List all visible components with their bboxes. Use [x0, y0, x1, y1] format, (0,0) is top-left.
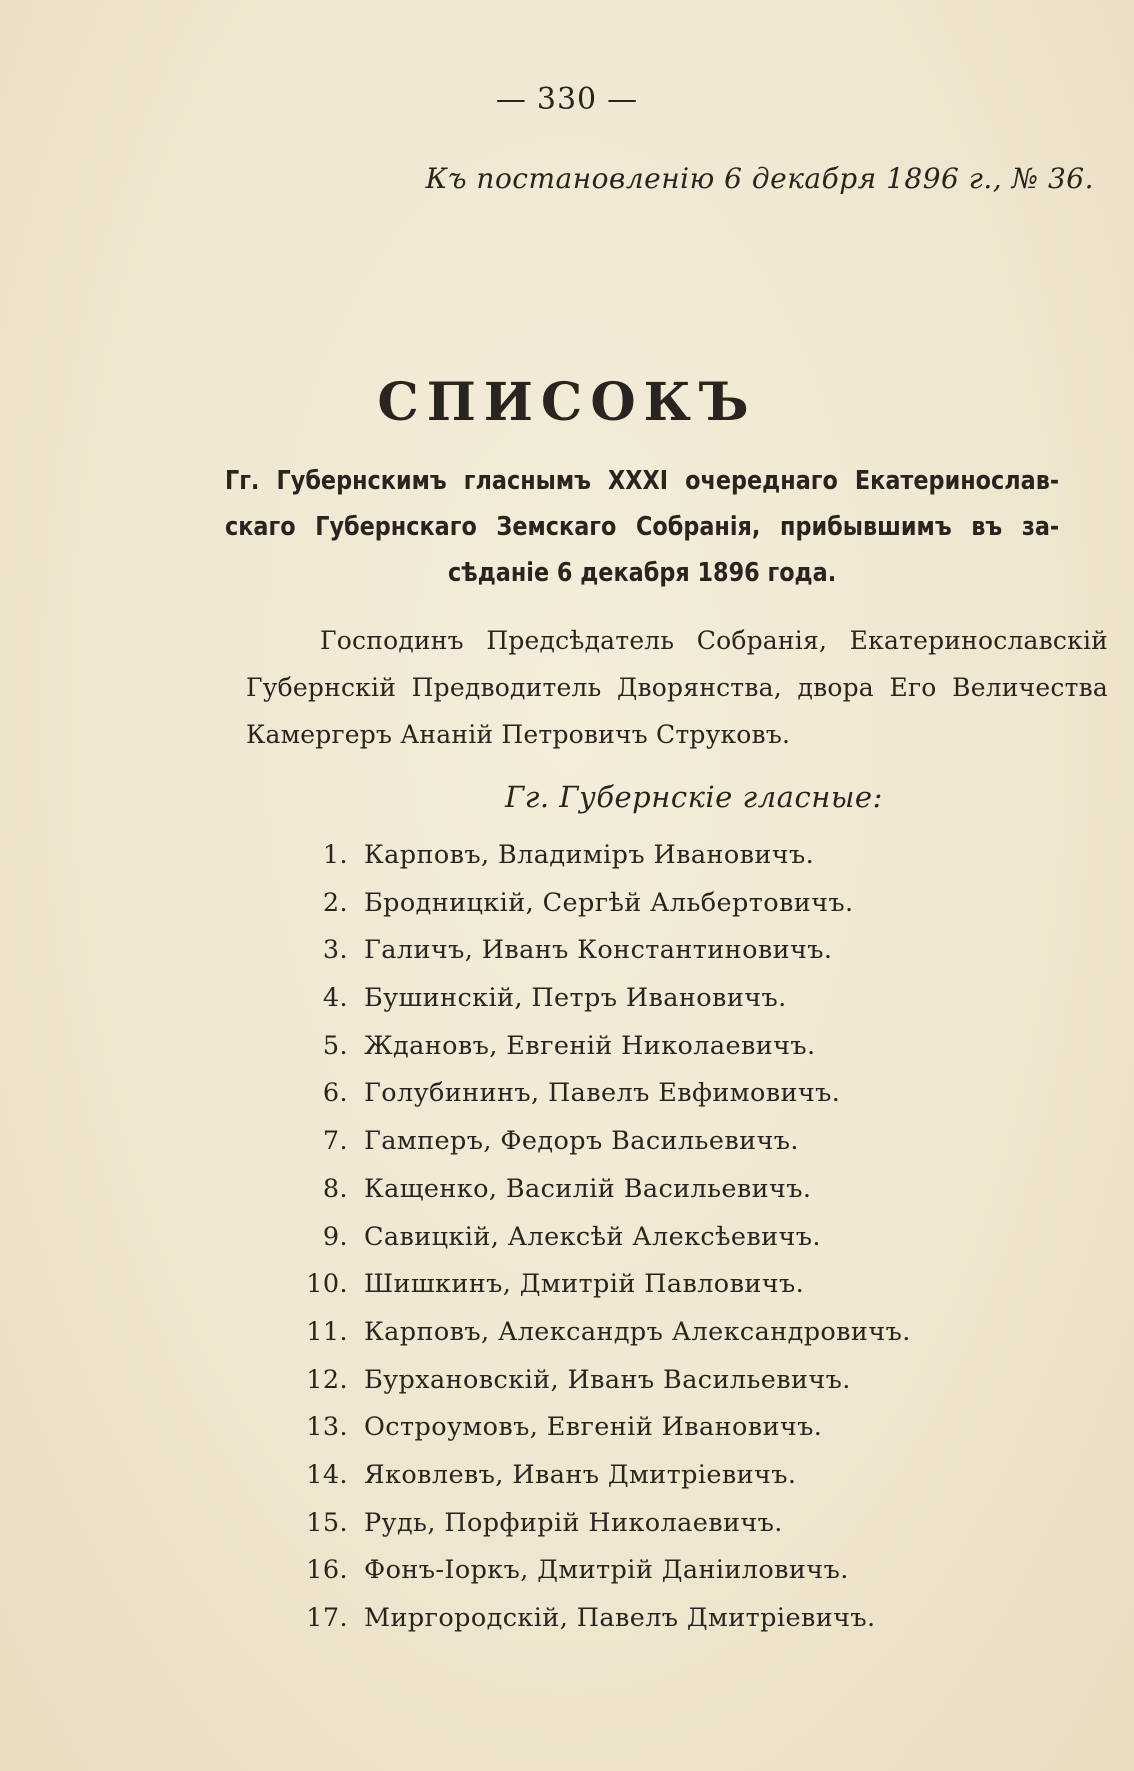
member-number: 14. [306, 1459, 348, 1490]
member-row [290, 1317, 1090, 1365]
members-list [290, 840, 1090, 1651]
member-name: Карповъ, Владиміръ Ивановичъ. [364, 840, 815, 870]
member-number: 2. [322, 887, 348, 918]
chairman-text: Господинъ Предсѣдатель Собранія, Екатеринославскій Губернскій Предводитель Дворянства, двора Его Величества Камергеръ Ананій Петровичъ Струковъ. [246, 626, 1108, 749]
member-row [290, 1412, 1090, 1460]
member-number: 5. [322, 1030, 348, 1061]
member-row [290, 1269, 1090, 1317]
member-number: 8. [322, 1173, 348, 1204]
page-number [0, 82, 1134, 117]
member-name: Карповъ, Александръ Александровичъ. [364, 1316, 911, 1347]
member-row [290, 1078, 1090, 1126]
members-heading: Гг. Губернскіе гласные: [505, 780, 883, 814]
member-row [290, 888, 1090, 936]
member-row [290, 1460, 1090, 1508]
page-number-value: 330 [536, 82, 598, 117]
member-name: Остроумовъ, Евгеній Ивановичъ. [364, 1412, 823, 1443]
member-name: Гамперъ, Федоръ Васильевичъ. [364, 1126, 799, 1157]
member-row [290, 1365, 1090, 1413]
member-row [290, 1126, 1090, 1174]
member-row [290, 1555, 1090, 1603]
member-number: 12. [306, 1364, 348, 1395]
resolution-reference: Къ постановленію 6 декабря 1896 г., № 36. [425, 162, 1094, 195]
member-number: 9. [322, 1221, 348, 1252]
member-name: Савицкій, Алексѣй Алексѣевичъ. [364, 1221, 821, 1252]
member-row [290, 1174, 1090, 1222]
member-number: 4. [322, 983, 348, 1014]
member-number: 16. [306, 1555, 348, 1586]
member-name: Галичъ, Иванъ Константиновичъ. [364, 935, 833, 966]
member-number: 17. [306, 1603, 348, 1633]
member-name: Голубининъ, Павелъ Евфимовичъ. [364, 1078, 841, 1109]
member-number: 13. [306, 1412, 348, 1443]
chairman-paragraph [246, 617, 1108, 758]
member-name: Бурхановскій, Иванъ Васильевичъ. [364, 1364, 851, 1395]
member-row [290, 1508, 1090, 1556]
member-number: 11. [306, 1316, 348, 1347]
member-row [290, 935, 1090, 983]
member-number: 7. [322, 1126, 348, 1157]
page-number-dash-left: — [495, 82, 527, 117]
member-number: 1. [322, 840, 348, 870]
member-name: Миргородскій, Павелъ Дмитріевичъ. [364, 1603, 876, 1633]
document-title: СПИСОКЪ [377, 372, 757, 433]
member-number: 6. [322, 1078, 348, 1109]
member-name: Ждановъ, Евгеній Николаевичъ. [364, 1030, 816, 1061]
page-number-dash-right: — [607, 82, 639, 117]
member-row [290, 983, 1090, 1031]
member-name: Бродницкій, Сергѣй Альбертовичъ. [364, 887, 854, 918]
member-name: Шишкинъ, Дмитрій Павловичъ. [364, 1269, 805, 1300]
member-row [290, 840, 1090, 888]
member-name: Рудь, Порфирій Николаевичъ. [364, 1507, 783, 1538]
member-name: Яковлевъ, Иванъ Дмитріевичъ. [364, 1459, 797, 1490]
member-name: Фонъ-Іоркъ, Дмитрій Даніиловичъ. [364, 1555, 849, 1586]
member-number: 3. [322, 935, 348, 966]
member-number: 10. [306, 1269, 348, 1300]
member-row [290, 1222, 1090, 1270]
document-subtitle: Гг. Губернскимъ гласнымъ XXXI очереднаго Екатеринославскаго Губернскаго Земскаго Собранія, прибывшимъ въ засѣданіе 6 декабря 1896 года. [225, 466, 1060, 588]
member-number: 15. [306, 1507, 348, 1538]
member-name: Кащенко, Василій Васильевичъ. [364, 1173, 812, 1204]
member-row [290, 1031, 1090, 1079]
member-row [290, 1603, 1090, 1651]
member-name: Бушинскій, Петръ Ивановичъ. [364, 983, 787, 1014]
